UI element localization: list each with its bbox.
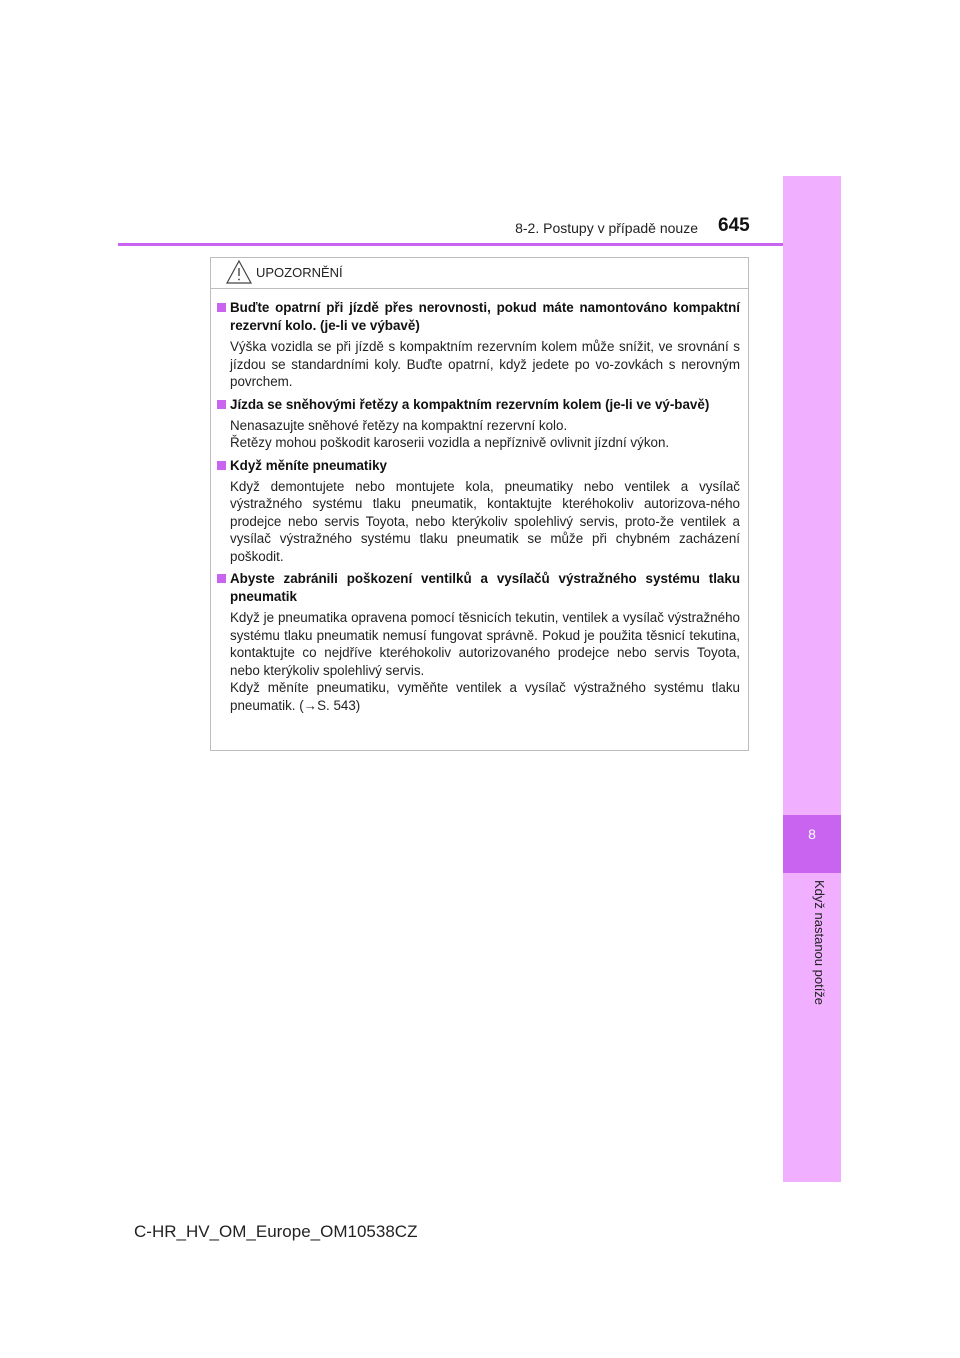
bullet-square-icon — [217, 400, 226, 409]
item-heading: Jízda se sněhovými řetězy a kompaktním rezervním kolem (je-li ve vý-bavě) — [217, 396, 740, 414]
caution-body — [211, 289, 748, 714]
chapter-title: Když nastanou potíže — [812, 880, 827, 1006]
chapter-number-tab[interactable] — [783, 815, 841, 873]
bullet-square-icon — [217, 574, 226, 583]
caution-item — [217, 396, 740, 452]
section-title: 8-2. Postupy v případě nouze — [515, 220, 698, 236]
caution-title: UPOZORNĚNÍ — [256, 265, 343, 280]
chapter-side-tab — [783, 176, 841, 1182]
bullet-square-icon — [217, 461, 226, 470]
caution-item — [217, 299, 740, 391]
item-text: Když je pneumatika opravena pomocí těsnicích tekutin, ventilek a vysílač výstražného systému tlaku pneumatik nemusí fungovat správně. Pokud je použita těsnicí tekutina, kontaktujte co nejdříve kteréhokoliv autorizovaného prodejce nebo servis Toyota, nebo kterýkoliv spolehlivý servis. — [230, 610, 740, 678]
bullet-square-icon — [217, 303, 226, 312]
caution-item — [217, 457, 740, 566]
item-heading: Buďte opatrní při jízdě přes nerovnosti, pokud máte namontováno kompaktní rezervní kolo. (je-li ve výbavě) — [217, 299, 740, 335]
caution-header — [211, 258, 748, 289]
caution-box — [210, 257, 749, 751]
page-number: 645 — [718, 215, 750, 236]
item-heading: Když měníte pneumatiky — [217, 457, 740, 475]
header-divider — [118, 243, 783, 246]
item-text-cross-reference: Když měníte pneumatiku, vyměňte ventilek a vysílač výstražného systému tlaku pneumatik. (→S. 543) — [230, 680, 740, 713]
chapter-number: 8 — [808, 826, 816, 842]
item-text: Když demontujete nebo montujete kola, pneumatiky nebo ventilek a vysílač výstražného systému tlaku pneumatik, kontaktujte kteréhokoliv autorizova-ného prodejce nebo servis Toyota, nebo kterýkoliv spolehlivý servis, proto-že ventilek a vysílač výstražného systému tlaku pneumatik se může při chybném zacházení poškodit. — [230, 478, 740, 564]
caution-item — [217, 570, 740, 714]
item-heading: Abyste zabránili poškození ventilků a vysílačů výstražného systému tlaku pneumatik — [217, 570, 740, 606]
document-id: C-HR_HV_OM_Europe_OM10538CZ — [134, 1222, 418, 1241]
item-text: Řetězy mohou poškodit karoserii vozidla a nepříznivě ovlivnit jízdní výkon. — [230, 435, 670, 450]
item-text: Nenasazujte sněhové řetězy na kompaktní rezervní kolo. — [230, 417, 568, 433]
warning-triangle-icon — [225, 259, 253, 285]
item-text: Výška vozidla se při jízdě s kompaktním rezervním kolem může snížit, ve srovnání s jízdou se standardními koly. Buďte opatrní, když jedete po vo-zovkách s nerovným povrchem. — [230, 339, 740, 389]
